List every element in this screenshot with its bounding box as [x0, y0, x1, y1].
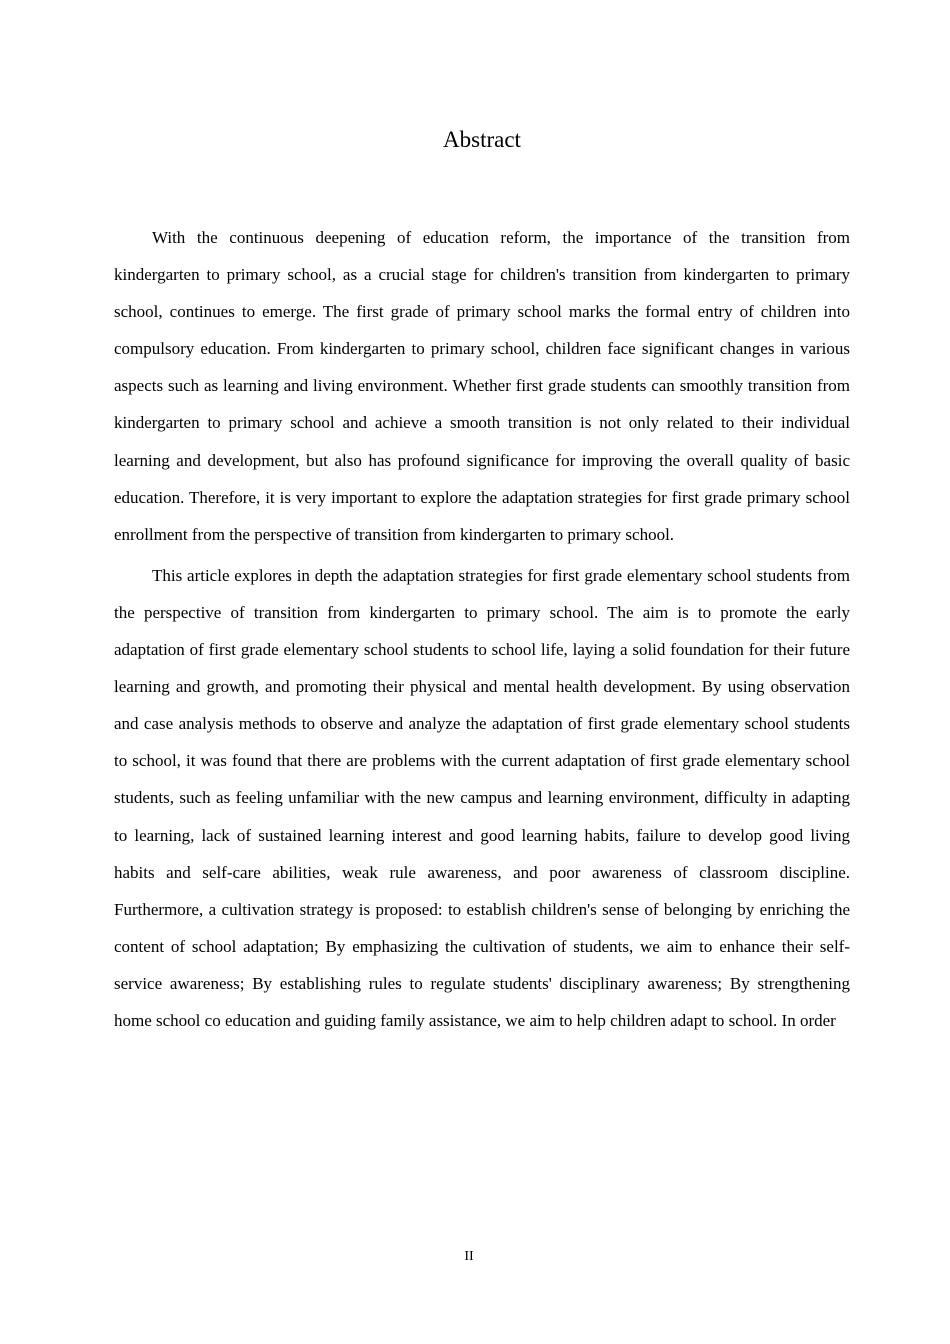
abstract-paragraph-1: With the continuous deepening of education reform, the importance of the transition from kindergarten to primary school, as a crucial stage for children's transition from kindergarten to primary school, continues to emerge. The first grade of primary school marks the formal entry of children into compulsory education. From kindergarten to primary school, children face significant changes in various aspects such as learning and living environment. Whether first grade students can smoothly transition from kindergarten to primary school and achieve a smooth transition is not only related to their individual learning and development, but also has profound significance for improving the overall quality of basic education. Therefore, it is very important to explore the adaptation strategies for first grade primary school enrollment from the perspective of transition from kindergarten to primary school. [114, 228, 850, 544]
abstract-title: Abstract [443, 127, 521, 152]
abstract-paragraph-2: This article explores in depth the adaptation strategies for first grade elementary school students from the perspective of transition from kindergarten to primary school. The aim is to promote the early adaptation of first grade elementary school students to school life, laying a solid foundation for their future learning and growth, and promoting their physical and mental health development. By using observation and case analysis methods to observe and analyze the adaptation of first grade elementary school students to school, it was found that there are problems with the current adaptation of first grade elementary school students, such as feeling unfamiliar with the new campus and learning environment, difficulty in adapting to learning, lack of sustained learning interest and good learning habits, failure to develop good living habits and self-care abilities, weak rule awareness, and poor awareness of classroom discipline. Furthermore, a cultivation strategy is proposed: to establish children's sense of belonging by enriching the content of school adaptation; By emphasizing the cultivation of students, we aim to enhance their self-service awareness; By establishing rules to regulate students' disciplinary awareness; By strengthening home school co education and guiding family assistance, we aim to help children adapt to school. In order [114, 565, 850, 1030]
page-number: II [464, 1249, 474, 1264]
abstract-body [114, 219, 850, 1043]
